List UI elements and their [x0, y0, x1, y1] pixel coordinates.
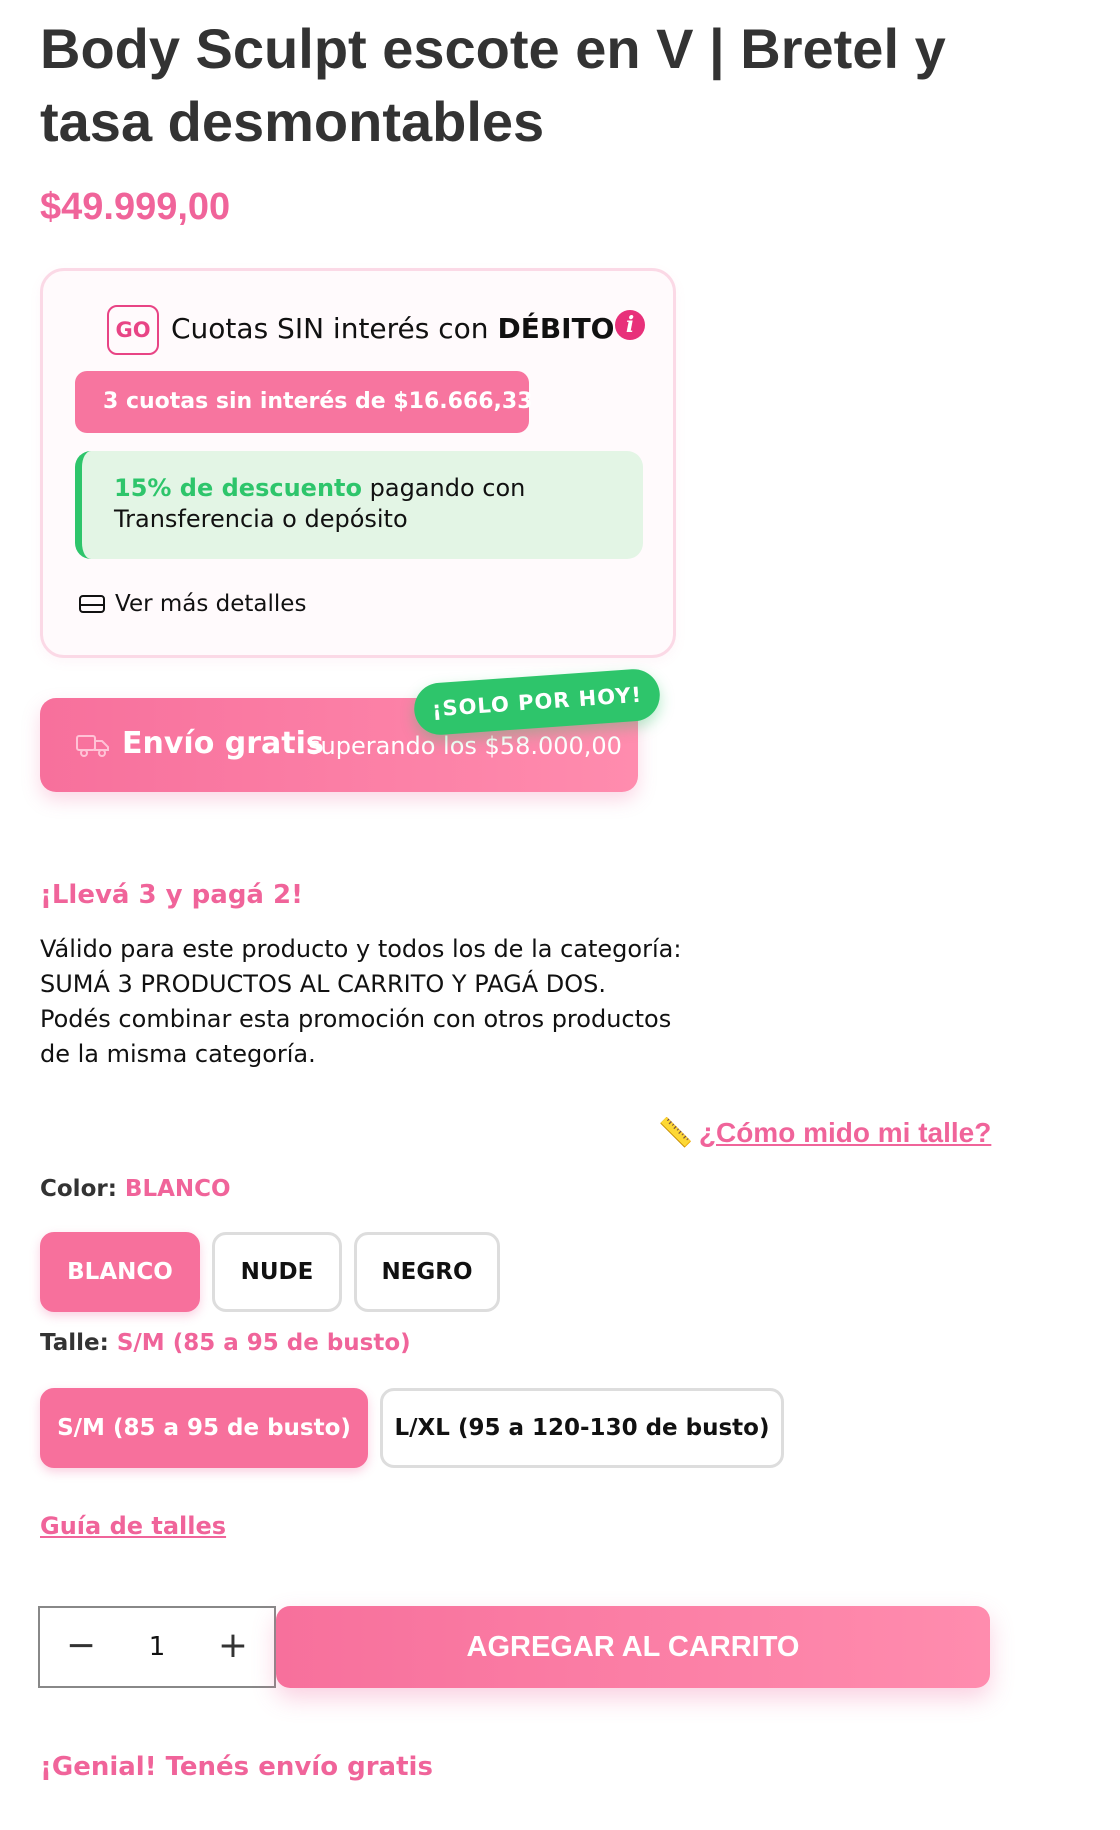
ver-mas-detalles-link[interactable]	[79, 589, 306, 619]
cuotas-heading	[171, 311, 614, 347]
payment-options-card	[40, 268, 676, 658]
color-label-row	[40, 1176, 231, 1202]
promo-line-3: Podés combinar esta promoción con otros productos	[40, 1005, 672, 1033]
quantity-stepper	[38, 1606, 276, 1688]
quantity-decrease-button[interactable]: −	[65, 1625, 97, 1666]
cuotas-heading-strong: DÉBITO	[497, 312, 615, 345]
talle-label-row	[40, 1330, 411, 1356]
promo-line-2: SUMÁ 3 PRODUCTOS AL CARRITO Y PAGÁ DOS.	[40, 970, 607, 998]
color-option-blanco[interactable]: BLANCO	[40, 1232, 200, 1312]
promo-line-4: de la misma categoría.	[40, 1040, 316, 1068]
promo-description	[40, 932, 740, 1072]
ver-mas-detalles-label: Ver más detalles	[115, 591, 307, 617]
credit-card-icon	[79, 595, 105, 613]
quantity-increase-button[interactable]: +	[217, 1625, 249, 1666]
add-to-cart-button[interactable]: AGREGAR AL CARRITO	[276, 1606, 990, 1688]
color-label: Color:	[40, 1176, 117, 1202]
cuotas-pill: 3 cuotas sin interés de $16.666,33	[75, 371, 529, 433]
discount-line-2: Transferencia o depósito	[114, 505, 408, 533]
free-shipping-message: ¡Genial! Tenés envío gratis	[40, 1752, 433, 1782]
promo-title: ¡Llevá 3 y pagá 2!	[40, 880, 303, 910]
como-mido-label: ¿Cómo mido mi talle?	[698, 1117, 992, 1148]
talle-label: Talle:	[40, 1330, 109, 1356]
discount-box	[75, 451, 643, 559]
cuotas-heading-prefix: Cuotas SIN interés con	[171, 312, 498, 345]
color-option-nude[interactable]: NUDE	[212, 1232, 342, 1312]
free-shipping-strong: Envío gratis	[122, 726, 324, 761]
como-mido-link[interactable]	[658, 1116, 991, 1149]
discount-rest: pagando con	[362, 474, 526, 502]
guia-de-talles-link[interactable]: Guía de talles	[40, 1512, 227, 1540]
discount-strong: 15% de descuento	[114, 474, 362, 502]
talle-selected-value: S/M (85 a 95 de busto)	[116, 1330, 411, 1356]
info-icon[interactable]: i	[615, 310, 645, 340]
product-title: Body Sculpt escote en V | Bretel y tasa desmontables	[40, 17, 946, 153]
go-logo-icon: GO	[107, 305, 159, 355]
talle-option-lxl[interactable]: L/XL (95 a 120-130 de busto)	[380, 1388, 784, 1468]
free-shipping-threshold: superando los $58.000,00	[308, 732, 622, 760]
discount-line-1	[114, 473, 643, 504]
color-selected-value: BLANCO	[124, 1176, 231, 1202]
solo-por-hoy-badge: ¡SOLO POR HOY!	[412, 667, 661, 736]
talle-option-sm[interactable]: S/M (85 a 95 de busto)	[40, 1388, 368, 1468]
ruler-icon: 📏	[658, 1117, 693, 1148]
quantity-input[interactable]: 1	[148, 1632, 166, 1662]
promo-line-1: Válido para este producto y todos los de la categoría:	[40, 935, 682, 963]
product-price: $49.999,00	[40, 186, 231, 228]
color-option-negro[interactable]: NEGRO	[354, 1232, 500, 1312]
truck-icon	[76, 732, 110, 758]
